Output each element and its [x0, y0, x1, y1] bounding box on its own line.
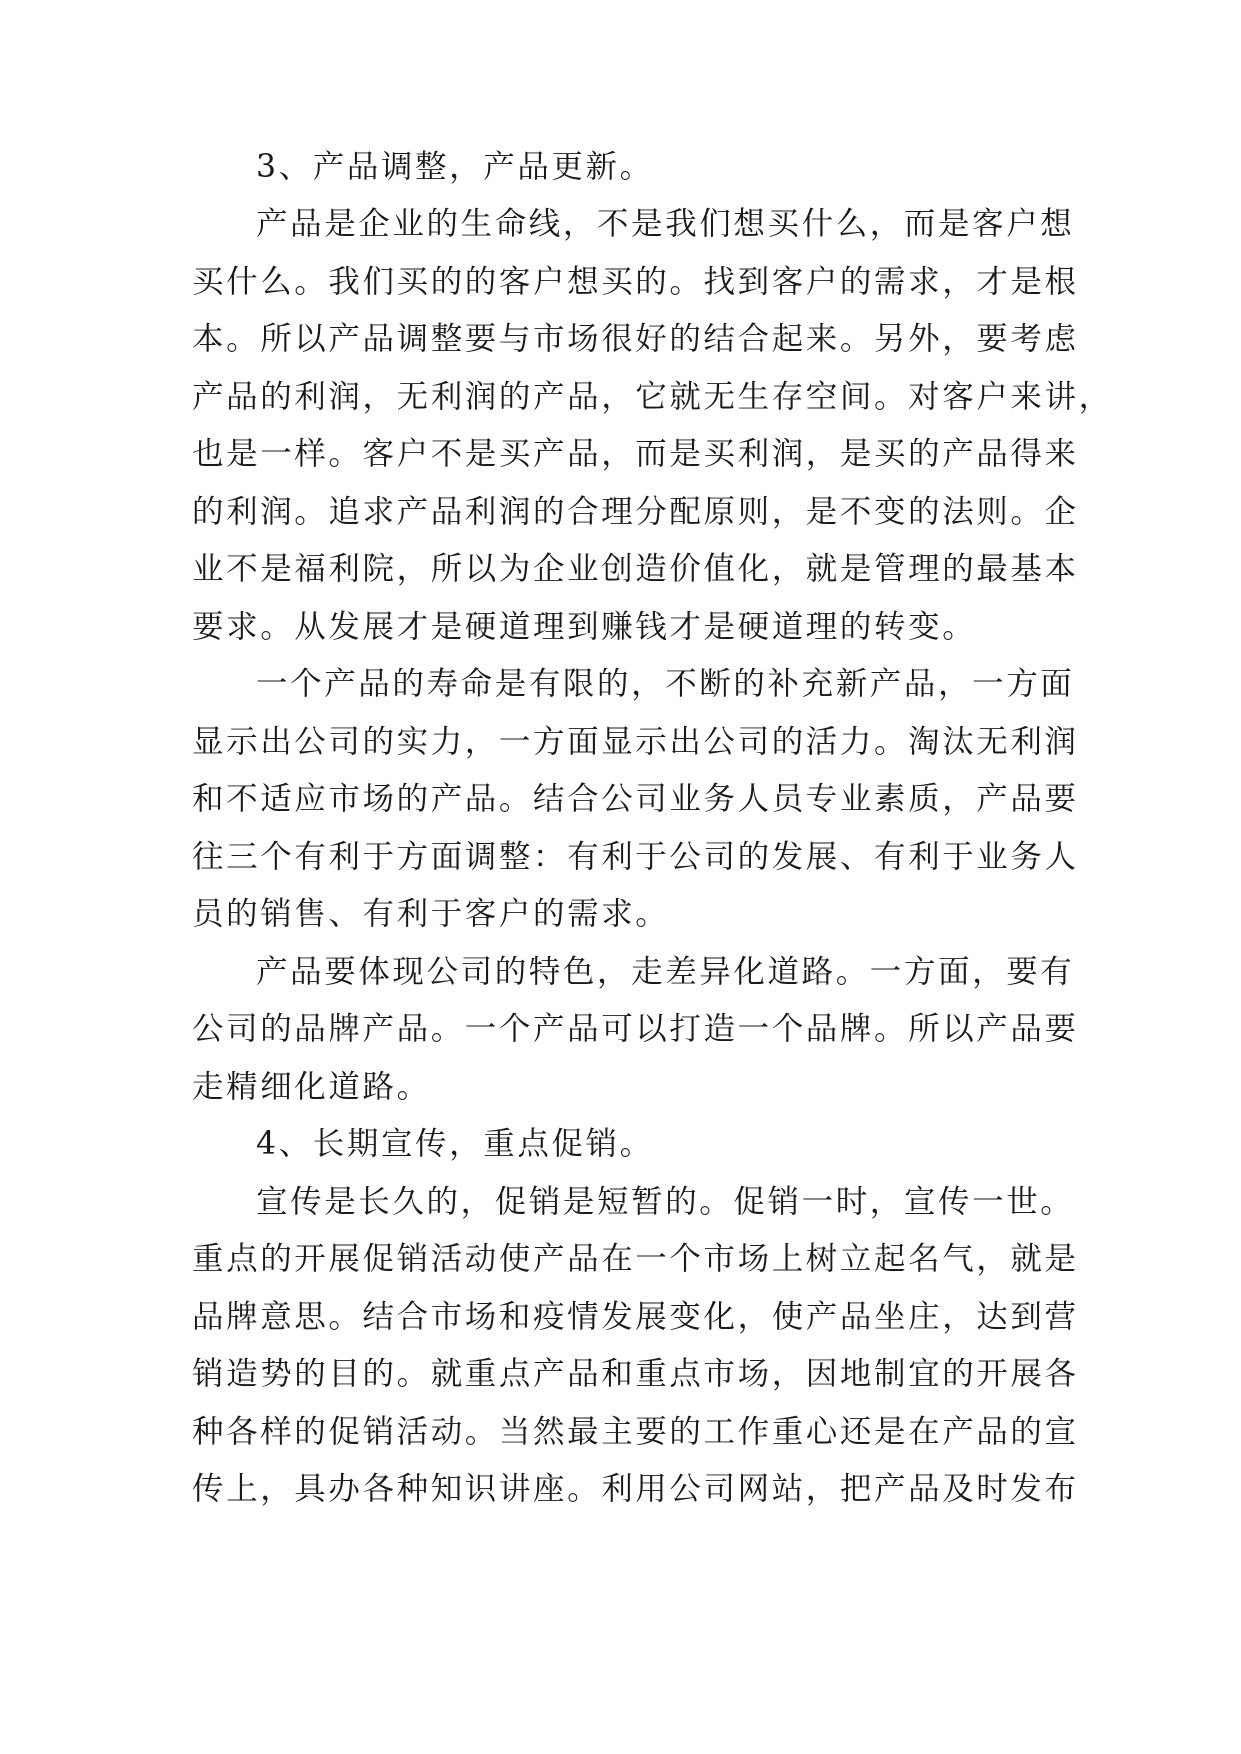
- paragraph-line: 产品的利润，无利润的产品，它就无生存空间。对客户来讲，: [192, 379, 1113, 415]
- paragraph-line: 产品是企业的生命线，不是我们想买什么，而是客户想: [256, 206, 1075, 242]
- paragraph-line: 员的销售、有利于客户的需求。: [192, 896, 670, 932]
- paragraph-line: 重点的开展促销活动使产品在一个市场上树立起名气，就是: [192, 1241, 1079, 1277]
- section-heading-4: 4、长期宣传，重点促销。: [256, 1126, 654, 1162]
- paragraph-line: 业不是福利院，所以为企业创造价值化，就是管理的最基本: [192, 551, 1079, 587]
- paragraph-line: 本。所以产品调整要与市场很好的结合起来。另外，要考虑: [192, 321, 1079, 357]
- paragraph-line: 品牌意思。结合市场和疫情发展变化，使产品坐庄，达到营: [192, 1299, 1079, 1335]
- paragraph-line: 公司的品牌产品。一个产品可以打造一个品牌。所以产品要: [192, 1011, 1079, 1047]
- section-heading-3: 3、产品调整，产品更新。: [256, 149, 654, 185]
- paragraph-line: 要求。从发展才是硬道理到赚钱才是硬道理的转变。: [192, 609, 977, 645]
- paragraph-line: 销造势的目的。就重点产品和重点市场，因地制宜的开展各: [192, 1356, 1079, 1392]
- paragraph-line: 走精细化道路。: [192, 1069, 431, 1105]
- paragraph-line: 种各样的促销活动。当然最主要的工作重心还是在产品的宣: [192, 1414, 1079, 1450]
- paragraph-line: 买什么。我们买的的客户想买的。找到客户的需求，才是根: [192, 264, 1079, 300]
- paragraph-line: 的利润。追求产品利润的合理分配原则，是不变的法则。企: [192, 494, 1079, 530]
- paragraph-line: 产品要体现公司的特色，走差异化道路。一方面，要有: [256, 954, 1075, 990]
- paragraph-line: 往三个有利于方面调整：有利于公司的发展、有利于业务人: [192, 839, 1079, 875]
- paragraph-line: 和不适应市场的产品。结合公司业务人员专业素质，产品要: [192, 781, 1079, 817]
- paragraph-line: 显示出公司的实力，一方面显示出公司的活力。淘汰无利润: [192, 724, 1079, 760]
- paragraph-line: 传上，具办各种知识讲座。利用公司网站，把产品及时发布: [192, 1471, 1079, 1507]
- paragraph-line: 一个产品的寿命是有限的，不断的补充新产品，一方面: [256, 666, 1075, 702]
- paragraph-line: 宣传是长久的，促销是短暂的。促销一时，宣传一世。: [256, 1184, 1075, 1220]
- paragraph-line: 也是一样。客户不是买产品，而是买利润，是买的产品得来: [192, 436, 1079, 472]
